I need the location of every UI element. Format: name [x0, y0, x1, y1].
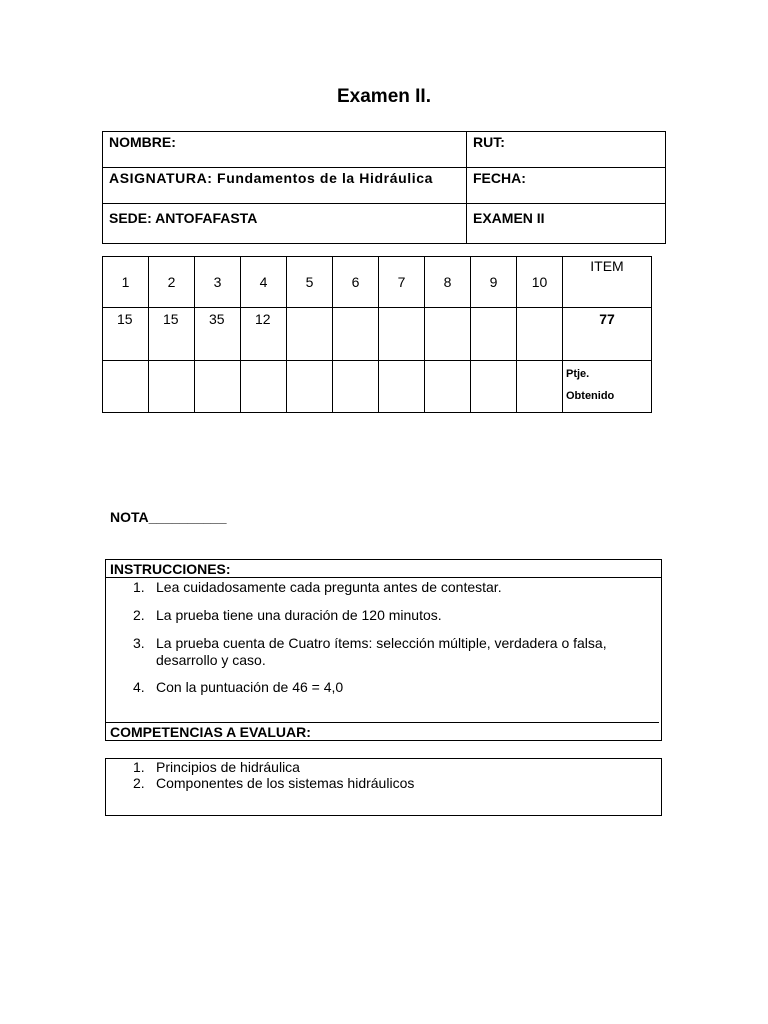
obtained-cell[interactable] — [241, 361, 287, 413]
nombre-cell: NOMBRE: — [103, 132, 467, 168]
obtained-cell[interactable] — [287, 361, 333, 413]
instructions-heading: INSTRUCCIONES: — [106, 560, 661, 578]
section-divider — [106, 722, 659, 723]
rut-cell: RUT: — [467, 132, 666, 168]
list-item — [106, 775, 661, 791]
instructions-box — [105, 559, 662, 741]
item-number: 9 — [471, 257, 517, 308]
obtained-cell[interactable] — [425, 361, 471, 413]
item-points — [287, 308, 333, 361]
list-number: 1. — [133, 759, 145, 775]
list-number: 1. — [133, 579, 145, 595]
list-text: La prueba cuenta de Cuatro ítems: selección múltiple, verdadera o falsa, desarrollo y caso. — [156, 635, 607, 668]
item-number: 2 — [149, 257, 195, 308]
total-points: 77 — [563, 308, 652, 361]
obtained-cell[interactable] — [517, 361, 563, 413]
obtained-cell[interactable] — [333, 361, 379, 413]
nota-field[interactable]: NOTA__________ — [110, 509, 227, 525]
list-text: Con la puntuación de 46 = 4,0 — [156, 679, 344, 695]
item-points — [517, 308, 563, 361]
item-number: 7 — [379, 257, 425, 308]
instructions-list — [106, 579, 661, 696]
obtained-label-line2: Obtenido — [566, 390, 615, 402]
item-number: 8 — [425, 257, 471, 308]
sede-cell: SEDE: ANTOFAFASTA — [103, 204, 467, 244]
item-points: 15 — [103, 308, 149, 361]
obtained-label — [563, 361, 652, 413]
list-number: 2. — [133, 775, 145, 791]
list-item — [106, 679, 661, 696]
competencies-heading: COMPETENCIAS A EVALUAR: — [110, 724, 311, 740]
competencies-list — [106, 759, 661, 791]
list-text: Componentes de los sistemas hidráulicos — [156, 775, 415, 791]
score-grid — [102, 256, 652, 413]
item-points — [379, 308, 425, 361]
list-text: Principios de hidráulica — [156, 759, 300, 775]
list-number: 4. — [133, 679, 145, 695]
item-points: 35 — [195, 308, 241, 361]
item-points — [333, 308, 379, 361]
fecha-cell: FECHA: — [467, 168, 666, 204]
competencies-box — [105, 758, 662, 816]
page-title: Examen II. — [337, 86, 431, 107]
list-item — [106, 579, 661, 596]
examen-cell: EXAMEN II — [467, 204, 666, 244]
obtained-cell[interactable] — [103, 361, 149, 413]
item-points: 12 — [241, 308, 287, 361]
item-number: 1 — [103, 257, 149, 308]
item-points — [425, 308, 471, 361]
item-number: 3 — [195, 257, 241, 308]
obtained-label-line1: Ptje. — [566, 368, 590, 380]
item-number: 4 — [241, 257, 287, 308]
list-text: Lea cuidadosamente cada pregunta antes de contestar. — [156, 579, 502, 595]
item-number: 10 — [517, 257, 563, 308]
item-number: 6 — [333, 257, 379, 308]
list-item — [106, 759, 661, 775]
list-item — [106, 607, 661, 624]
list-number: 3. — [133, 635, 145, 651]
item-points — [471, 308, 517, 361]
obtained-cell[interactable] — [471, 361, 517, 413]
obtained-cell[interactable] — [149, 361, 195, 413]
list-item — [106, 635, 661, 669]
obtained-cell[interactable] — [195, 361, 241, 413]
asignatura-cell: ASIGNATURA: Fundamentos de la Hidráulica — [103, 168, 467, 204]
item-points: 15 — [149, 308, 195, 361]
item-label: ITEM — [563, 257, 652, 308]
student-info-table — [102, 131, 666, 244]
obtained-cell[interactable] — [379, 361, 425, 413]
list-text: La prueba tiene una duración de 120 minutos. — [156, 607, 442, 623]
list-number: 2. — [133, 607, 145, 623]
item-number: 5 — [287, 257, 333, 308]
